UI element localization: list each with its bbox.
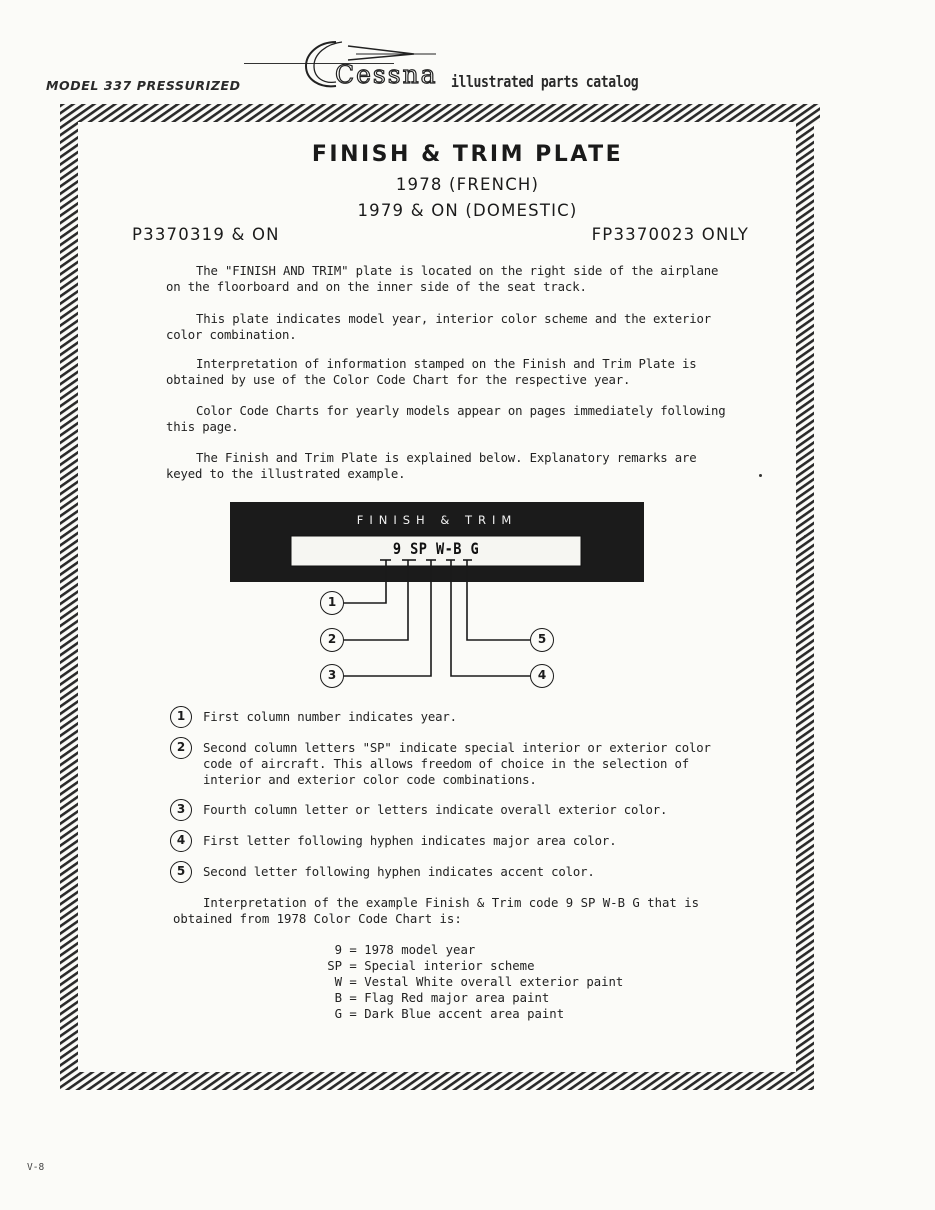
paragraph-location: The "FINISH AND TRIM" plate is located on the right side of the airplane on the floorboard and on the inner side of the seat track.	[166, 264, 719, 294]
paragraph-interpretation: Interpretation of information stamped on the Finish and Trim Plate is obtained by use of the Color Code Chart for the respective year.	[166, 357, 697, 387]
paragraph-color-charts: Color Code Charts for yearly models appear on pages immediately following this page.	[166, 404, 726, 434]
legend-key: SP	[327, 959, 342, 973]
legend-row	[300, 990, 623, 1006]
interpretation-text: Interpretation of the example Finish & Trim code 9 SP W-B G that is obtained from 1978 Color Code Chart is:	[173, 896, 700, 926]
callout-1: 1	[320, 591, 344, 615]
legend-key: 9	[334, 943, 342, 957]
legend-row	[300, 958, 623, 974]
item-number: 3	[170, 799, 192, 821]
cessna-wordmark: Cessna	[335, 60, 438, 89]
item-text: First column number indicates year.	[203, 710, 457, 724]
legend-value: = Special interior scheme	[349, 959, 535, 973]
legend-row	[300, 942, 623, 958]
serial-range-right: FP3370023 ONLY	[591, 225, 749, 244]
catalog-header: illustrated parts catalog	[451, 72, 639, 91]
item-number: 4	[170, 830, 192, 852]
item-number: 2	[170, 737, 192, 759]
callout-5: 5	[530, 628, 554, 652]
legend-value: = Flag Red major area paint	[349, 991, 550, 1005]
item-text: Second letter following hyphen indicates accent color.	[203, 865, 595, 879]
legend-row	[300, 1006, 623, 1022]
item-text: First letter following hyphen indicates major area color.	[203, 834, 617, 848]
paragraph-explained: The Finish and Trim Plate is explained below. Explanatory remarks are keyed to the illustrated example.	[166, 451, 697, 481]
item-number: 1	[170, 706, 192, 728]
legend-key: B	[334, 991, 342, 1005]
legend-key: W	[334, 975, 342, 989]
legend-value: = Dark Blue accent area paint	[349, 1007, 565, 1021]
legend-key: G	[334, 1007, 342, 1021]
callout-4: 4	[530, 664, 554, 688]
callout-2: 2	[320, 628, 344, 652]
page-title: FINISH & TRIM PLATE	[311, 142, 624, 167]
subtitle-domestic: 1979 & ON (DOMESTIC)	[357, 201, 578, 220]
page-number: V-8	[27, 1162, 45, 1173]
paragraph-indicates: This plate indicates model year, interior color scheme and the exterior color combination.	[166, 312, 711, 342]
plate-code: 9 SP W-B G	[392, 539, 480, 558]
callout-3: 3	[320, 664, 344, 688]
explanation-item	[170, 737, 730, 791]
model-header: MODEL 337 PRESSURIZED	[46, 78, 241, 93]
item-text: Fourth column letter or letters indicate overall exterior color.	[203, 803, 668, 817]
legend-value: = Vestal White overall exterior paint	[349, 975, 624, 989]
subtitle-french: 1978 (FRENCH)	[395, 175, 540, 194]
code-legend	[300, 942, 623, 1022]
legend-row	[300, 974, 623, 990]
legend-value: = 1978 model year	[349, 943, 476, 957]
serial-range-left: P3370319 & ON	[132, 225, 280, 244]
plate-label: FINISH & TRIM	[356, 513, 518, 527]
item-text: Second column letters "SP" indicate special interior or exterior color code of aircraft. This allows freedom of choice in the selection of interior and exterior color code combinations.	[203, 741, 711, 787]
item-number: 5	[170, 861, 192, 883]
